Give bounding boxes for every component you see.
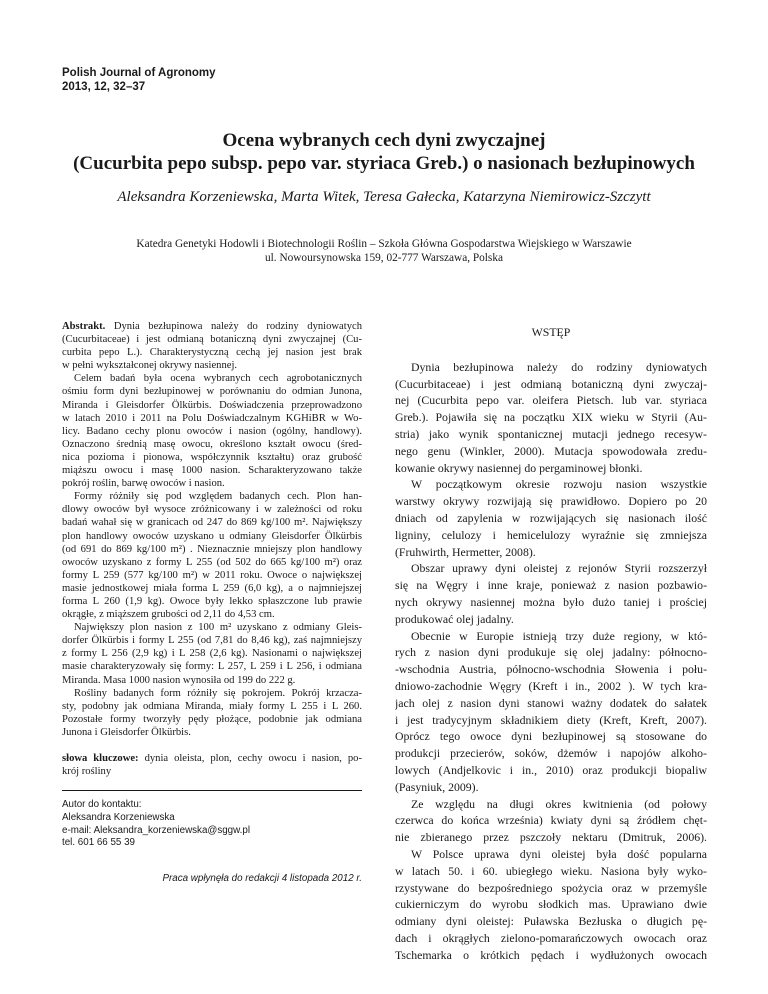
introduction-line: lowych (Andjelkovic i in., 2010) oraz produkcji biopaliw xyxy=(395,762,707,777)
introduction-line: w latach 50. i 60. ubiegłego wieku. Nasiona były wyko- xyxy=(395,863,707,878)
journal-name: Polish Journal of Agronomy xyxy=(62,67,216,79)
introduction-line: warstwy okrywy rozwijają się prawidłowo. Dopiero po 20 xyxy=(395,494,707,509)
introduction-line: ligniny, celulozy i hemicelulozy wyraźnie się zmniejsza xyxy=(395,527,707,542)
introduction-line: Ze względu na długi okres kwitnienia (od połowy xyxy=(411,796,707,811)
introduction-line: kowanie okrywy nasiennej do pergaminowej błonki. xyxy=(395,460,643,475)
abstract-line: miąższu owocu i masę 1000 nasion. Scharakteryzowano także xyxy=(62,465,362,477)
abstract-line: owoców uzyskano z formy L 255 (od 502 do 665 kg/100 m²) oraz xyxy=(62,556,362,568)
introduction-line: rzystywane do bezpośredniego spożycia oraz w przemyśle xyxy=(395,880,707,895)
left-column xyxy=(62,320,362,885)
abstract-line: w pełni wykształconej okrywy nasiennej. xyxy=(62,360,238,372)
abstract-line: badań wahał się w granicach od 247 do 869 kg/100 m². Największy xyxy=(62,517,362,529)
introduction-line: -wschodnia Austria, północno-wschodnia Słowenia i połu- xyxy=(395,662,707,677)
introduction-line: cukierniczym do wyrobu słodkich mas. Uprawiano dwie xyxy=(395,897,707,912)
introduction-line: (Pasyniuk, 2009). xyxy=(395,779,479,794)
abstract-line: Miranda i Gleisdorfer Ölkürbis. Doświadczenia przeprowadzono xyxy=(62,399,362,411)
introduction-line: Obszar uprawy dyni oleistej z rejonów Styrii rozszerzył xyxy=(411,561,707,576)
abstract-line: Oznaczono średnią masę owocu, określono kształt owocu (śred- xyxy=(62,438,362,450)
article-title xyxy=(40,129,728,175)
abstract-line: curbita pepo L.). Charakterystyczną cechą jej nasion jest brak xyxy=(62,347,362,359)
footnote-divider xyxy=(62,790,362,791)
introduction-line: Oprócz tego owoce dyni bezłupinowej są stosowane do xyxy=(395,729,707,744)
introduction-line: Greb.). Pojawiła się na początku XIX wieku w Styrii (Au- xyxy=(395,410,707,425)
introduction-line: Obecnie w Europie istnieją trzy duże regiony, w któ- xyxy=(411,628,707,643)
abstract-line: okrągłe, z miąższem grubości od 2,11 do 4,53 cm. xyxy=(62,609,275,621)
section-heading: WSTĘP xyxy=(531,325,571,339)
keywords-line: słowa kluczowe: dynia oleista, plon, cechy owocu i nasion, po- xyxy=(62,753,362,764)
abstract-line: ośmiu form dyni bezłupinowej w porównaniu do odmian Junona, xyxy=(62,386,362,398)
introduction-line: W Polsce uprawa dyni oleistej była dość popularna xyxy=(411,846,707,861)
introduction-line: rych z nasion dyni produkuje się olej jadalny: północno- xyxy=(395,645,707,660)
right-column xyxy=(395,324,707,963)
abstract-line: Abstrakt. Dynia bezłupinowa należy do rodziny dyniowatych xyxy=(62,321,362,332)
journal-header xyxy=(62,66,216,94)
abstract-line: Pozostałe formy tworzyły pędy płożące, podobnie jak odmiana xyxy=(62,713,362,725)
abstract-line: Celem badań była ocena wybranych cech agrobotanicznych xyxy=(74,373,362,385)
introduction-line: (Cucurbitaceae) i jest odmianą botaniczną dyni zwyczaj- xyxy=(395,376,707,391)
introduction-line: odmiany dyni oleistej: Puławska Bezłuska o długich pę- xyxy=(395,914,707,929)
introduction-line: dniach od zapylenia w rozwijających się nasionach ilość xyxy=(395,510,707,525)
contact-block xyxy=(62,799,362,850)
introduction-line: nie zbieranego przez pszczoły nektaru (Dmitruk, 2006). xyxy=(395,830,707,845)
abstract-line: forma L 260 (1,9 kg). Owoce były lekko spłaszczone lub prawie xyxy=(62,595,362,607)
affiliation-line-1: Katedra Genetyki Hodowli i Biotechnologii Roślin – Szkoła Główna Gospodarstwa Wiejskiego w Warszawie xyxy=(136,238,632,250)
abstract-line: dlowy owoców był wysoce zróżnicowany i w zależności od roku xyxy=(62,504,362,516)
introduction-line: Tschemarka o krótkich pędach i wydłużonych owocach xyxy=(395,947,707,962)
contact-phone: tel. 601 66 55 39 xyxy=(62,837,135,849)
abstract-line: nica pozioma i pionowa, współczynnik kształtu) oraz grubość xyxy=(62,451,362,463)
abstract-line: Junona i Gleisdorfer Ölkürbis. xyxy=(62,726,191,738)
introduction-line: produkcji przecierów, soków, dżemów i napojów alkoho- xyxy=(395,746,707,761)
received-date: Praca wpłynęła do redakcji 4 listopada 2012 r. xyxy=(162,873,362,884)
abstract-line: Największy plon nasion z 100 m² uzyskano z odmiany Gleis- xyxy=(74,622,362,634)
abstract-line: (od 691 do 869 kg/100 m²) . Nieznacznie mniejszy plon handlowy xyxy=(62,543,362,555)
introduction-line: W początkowym okresie rozwoju nasion wszystkie xyxy=(411,477,707,492)
title-line-2: (Cucurbita pepo subsp. pepo var. styriaca Greb.) o nasionach bezłupinowych xyxy=(73,153,695,174)
abstract-line: Formy różniły się pod względem badanych cech. Plon han- xyxy=(74,491,362,503)
introduction-line: (Fruhwirth, Hermetter, 2008). xyxy=(395,544,536,559)
contact-label: Autor do kontaktu: xyxy=(62,799,142,811)
keywords-line: krój rośliny xyxy=(62,766,112,778)
introduction xyxy=(395,359,707,964)
introduction-line: jach olej z nasion dyni stanowi ważny dodatek do sałatek xyxy=(395,695,707,710)
introduction-line: i jest tradycyjnym składnikiem diety (Kreft, Kreft, 2007). xyxy=(395,712,707,727)
abstract-line: z formy L 256 (2,9 kg) i L 258 (2,6 kg). Nasionami o największej xyxy=(62,648,362,660)
affiliation-line-2: ul. Nowoursynowska 159, 02-777 Warszawa, Polska xyxy=(265,252,503,264)
affiliation xyxy=(40,237,728,265)
abstract xyxy=(62,320,362,739)
abstract-line: pokrój roślin, barwę owoców i nasion. xyxy=(62,478,225,490)
title-line-1: Ocena wybranych cech dyni zwyczajnej xyxy=(222,130,546,151)
introduction-line: się na Węgry i inne kraje, ponieważ z nasion pozbawio- xyxy=(395,578,707,593)
abstract-line: (Cucurbitaceae) i jest odmianą botaniczną dyni zwyczajnej (Cu- xyxy=(62,334,362,346)
introduction-line: nej (Cucurbita pepo var. oleifera Pietsch. lub var. styriaca xyxy=(395,393,707,408)
keywords xyxy=(62,752,362,778)
abstract-line: sty, podobny jak odmiana Miranda, miały formy L 255 i L 260. xyxy=(62,700,362,712)
abstract-line: dorfer Ölkürbis i formy L 255 (od 7,81 do 8,46 kg), zaś najmniejszy xyxy=(62,635,362,647)
abstract-line: masie charakteryzowały się formy: L 257, L 259 i L 256, i odmiana xyxy=(62,661,362,673)
introduction-line: Dynia bezłupinowa należy do rodziny dyniowatych xyxy=(411,359,707,374)
introduction-line: dniowo-zachodnie Węgry (Kreft i in., 2002 ). W tych kra- xyxy=(395,678,707,693)
introduction-line: nych okrywy nasiennej można było dużo taniej i prościej xyxy=(395,594,707,609)
abstract-line: w latach 2010 i 2011 na Polu Doświadczalnym KGHiBR w Wo- xyxy=(62,412,362,424)
introduction-line: dach i okrągłych zielono-pomarańczowych owocach oraz xyxy=(395,930,707,945)
contact-name: Aleksandra Korzeniewska xyxy=(62,811,175,823)
abstract-line: Miranda. Masa 1000 nasion wynosiła od 199 do 222 g. xyxy=(62,674,296,686)
abstract-line: formy L 259 (577 kg/100 m²) w 2011 roku. Owoce o największej xyxy=(62,569,362,581)
introduction-line: stria) jako wynik spontanicznej mutacji jednego recesyw- xyxy=(395,426,707,441)
abstract-line: Rośliny badanych form różniły się pokrojem. Pokrój krzacza- xyxy=(74,687,362,699)
introduction-line: nego genu (Winkler, 2000). Mutacja spowodowała zredu- xyxy=(395,443,707,458)
abstract-line: plon handlowy owoców uzyskano u odmiany Gleisdorfer Ölkürbis xyxy=(62,530,362,542)
introduction-line: czerwca do końca września) kwiaty dyni są źródłem chęt- xyxy=(395,813,707,828)
contact-email: e-mail: Aleksandra_korzeniewska@sggw.pl xyxy=(62,824,251,836)
abstract-line: masie jednostkowej miała forma L 259 (6,0 kg), a o najmniejszej xyxy=(62,582,362,594)
abstract-line: licy. Badano cechy plonu owoców i nasion (ogólny, handlowy). xyxy=(62,425,362,437)
author-list: Aleksandra Korzeniewska, Marta Witek, Teresa Gałecka, Katarzyna Niemirowicz-Szczytt xyxy=(117,189,651,205)
journal-issue: 2013, 12, 32–37 xyxy=(62,81,146,93)
introduction-line: produkować olej jadalny. xyxy=(395,611,514,626)
